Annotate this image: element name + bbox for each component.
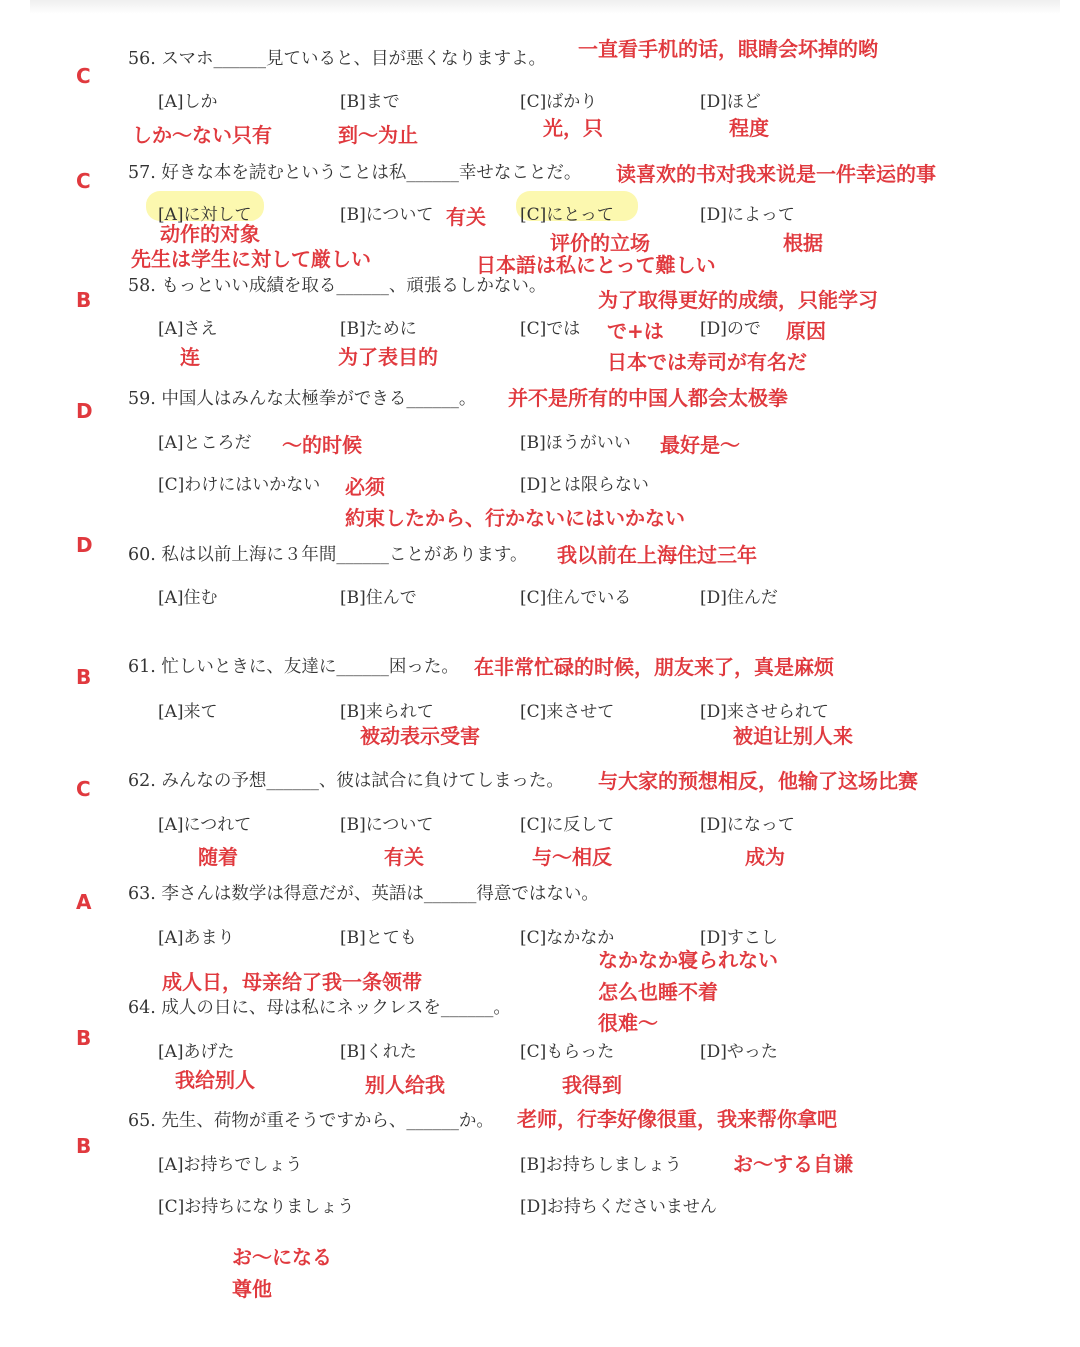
note-57-a-example: 先生は学生に対して厳しい [131, 247, 371, 271]
note-64-b: 别人给我 [365, 1073, 445, 1097]
option-57-b: [B]について [340, 205, 434, 225]
option-64-a: [A]あげた [158, 1042, 235, 1062]
question-65: 65. 先生、荷物が重そうですから、______か。 [128, 1111, 494, 1131]
answer-letter-60: D [76, 533, 93, 557]
option-59-c: [C]わけにはいかない [158, 475, 321, 495]
note-62-c: 与～相反 [532, 845, 612, 869]
translation-58: 为了取得更好的成绩，只能学习 [598, 288, 878, 312]
question-56: 56. スマホ______見ていると、目が悪くなりますよ。 [128, 49, 547, 69]
option-63-c: [C]なかなか [520, 928, 615, 948]
note-58-c: で+は [607, 319, 664, 343]
option-63-a: [A]あまり [158, 928, 235, 948]
note-59-b: 最好是～ [660, 433, 740, 457]
option-61-b: [B]来られて [340, 702, 434, 722]
note-56-a: しか～ない只有 [132, 123, 272, 147]
note-58-d: 原因 [786, 319, 826, 343]
note-59-c: 必须 [345, 475, 385, 499]
answer-letter-64: B [76, 1026, 92, 1050]
translation-59: 并不是所有的中国人都会太极拳 [508, 386, 788, 410]
option-62-c: [C]に反して [520, 815, 615, 835]
translation-64: 成人日，母亲给了我一条领带 [162, 970, 422, 994]
option-56-d: [D]ほど [700, 92, 761, 112]
note-64-c: 我得到 [562, 1073, 622, 1097]
option-65-c: [C]お持ちになりましょう [158, 1197, 355, 1217]
translation-60: 我以前在上海住过三年 [557, 543, 757, 567]
answer-letter-58: B [76, 288, 92, 312]
note-63-c-gloss: 很难～ [598, 1011, 658, 1035]
note-59-c-example: 約束したから、行かないにはいかない [345, 506, 685, 530]
option-65-d: [D]お持ちくださいません [520, 1197, 717, 1217]
option-61-a: [A]来て [158, 702, 218, 722]
note-63-c: なかなか寝られない [598, 948, 778, 972]
answer-letter-59: D [76, 399, 93, 423]
option-59-d: [D]とは限らない [520, 475, 649, 495]
option-65-b: [B]お持ちしましょう [520, 1155, 682, 1175]
translation-56: 一直看手机的话，眼睛会坏掉的哟 [578, 37, 878, 61]
option-60-c: [C]住んでいる [520, 588, 632, 608]
option-59-a: [A]ところだ [158, 433, 252, 453]
note-64-a: 我给别人 [175, 1068, 255, 1092]
question-60: 60. 私は以前上海に３年間______ことがあります。 [128, 545, 528, 565]
note-57-a: 动作的对象 [160, 222, 260, 246]
question-63: 63. 李さんは数学は得意だが、英語は______得意ではない。 [128, 884, 599, 904]
answer-letter-62: C [76, 777, 91, 801]
option-64-d: [D]やった [700, 1042, 778, 1062]
question-58: 58. もっといい成績を取る______、頑張るしかない。 [128, 276, 547, 296]
note-61-d: 被迫让别人来 [733, 724, 853, 748]
option-57-d: [D]によって [700, 205, 795, 225]
question-61: 61. 忙しいときに、友達に______困った。 [128, 657, 459, 677]
translation-61: 在非常忙碌的时候，朋友来了，真是麻烦 [474, 655, 834, 679]
note-57-c-example: 日本語は私にとって難しい [476, 253, 716, 277]
note-56-d: 程度 [729, 116, 769, 140]
note-58-b: 为了表目的 [338, 345, 438, 369]
option-61-c: [C]来させて [520, 702, 615, 722]
note-65-c-meaning: 尊他 [232, 1277, 272, 1301]
note-59-a: ～的时候 [282, 433, 362, 457]
note-65-b: お～する自谦 [733, 1152, 853, 1176]
option-60-a: [A]住む [158, 588, 218, 608]
note-58-a: 连 [180, 345, 200, 369]
option-63-d: [D]すこし [700, 928, 778, 948]
note-58-c-example: 日本では寿司が有名だ [607, 350, 807, 374]
note-56-b: 到～为止 [338, 123, 418, 147]
option-58-b: [B]ために [340, 319, 417, 339]
option-56-c: [C]ばかり [520, 92, 598, 112]
note-65-c: お～になる [232, 1245, 332, 1269]
question-59: 59. 中国人はみんな太極拳ができる______。 [128, 389, 477, 409]
answer-letter-63: A [76, 890, 92, 914]
translation-57: 读喜欢的书对我来说是一件幸运的事 [616, 162, 936, 186]
option-62-b: [B]について [340, 815, 434, 835]
option-56-b: [B]まで [340, 92, 400, 112]
option-58-a: [A]さえ [158, 319, 218, 339]
answer-letter-61: B [76, 665, 92, 689]
note-62-d: 成为 [745, 845, 785, 869]
option-60-b: [B]住んで [340, 588, 417, 608]
note-57-d: 根据 [783, 231, 823, 255]
note-57-c: 评价的立场 [550, 231, 650, 255]
option-60-d: [D]住んだ [700, 588, 778, 608]
option-58-d: [D]ので [700, 319, 761, 339]
top-shadow-bar [30, 0, 1060, 14]
note-56-c: 光，只 [543, 116, 603, 140]
note-62-a: 随着 [198, 845, 238, 869]
option-56-a: [A]しか [158, 92, 218, 112]
option-62-a: [A]につれて [158, 815, 252, 835]
option-64-c: [C]もらった [520, 1042, 615, 1062]
option-64-b: [B]くれた [340, 1042, 417, 1062]
note-61-b: 被动表示受害 [360, 724, 480, 748]
option-58-c: [C]では [520, 319, 581, 339]
option-57-a: [A]に対して [158, 205, 252, 225]
note-62-b: 有关 [384, 845, 424, 869]
option-62-d: [D]になって [700, 815, 795, 835]
answer-letter-56: C [76, 64, 91, 88]
option-59-b: [B]ほうがいい [520, 433, 631, 453]
answer-letter-65: B [76, 1134, 92, 1158]
option-65-a: [A]お持ちでしょう [158, 1155, 303, 1175]
translation-65: 老师，行李好像很重，我来帮你拿吧 [517, 1107, 837, 1131]
question-57: 57. 好きな本を読むということは私______幸せなことだ。 [128, 163, 582, 183]
question-64: 64. 成人の日に、母は私にネックレスを______。 [128, 998, 511, 1018]
answer-letter-57: C [76, 169, 91, 193]
note-57-b: 有关 [446, 205, 486, 229]
note-63-c-meaning: 怎么也睡不着 [598, 980, 718, 1004]
option-63-b: [B]とても [340, 928, 417, 948]
option-61-d: [D]来させられて [700, 702, 829, 722]
translation-62: 与大家的预想相反，他输了这场比赛 [598, 769, 918, 793]
option-57-c: [C]にとって [520, 205, 614, 225]
question-62: 62. みんなの予想______、彼は試合に負けてしまった。 [128, 771, 564, 791]
